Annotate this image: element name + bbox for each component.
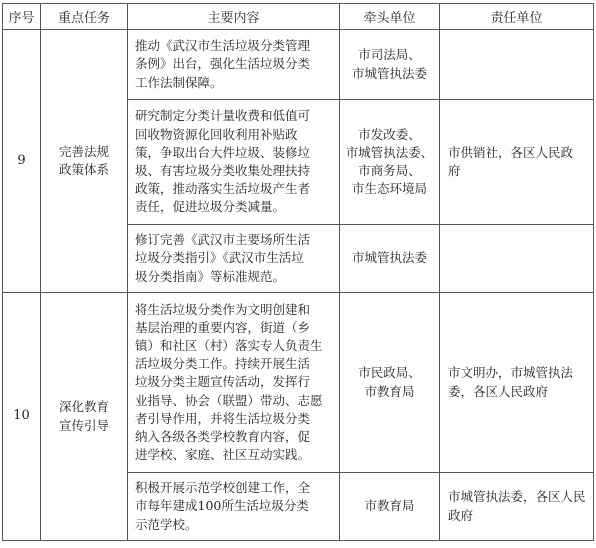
content-cell: [128, 225, 340, 293]
responsible-line: 委，各区人民政府: [448, 383, 549, 399]
content-cell: [128, 100, 340, 225]
header-content: 主要内容: [128, 4, 340, 30]
header-number: 序号: [3, 4, 41, 30]
content-line: 圾、有害垃圾分类收集处理扶持: [135, 163, 311, 178]
header-responsible-unit: 责任单位: [440, 4, 594, 30]
responsible-line: 政府: [448, 507, 474, 523]
content-line: 市每年建成100所生活垃圾分类: [135, 498, 309, 514]
responsible-line: 府: [448, 163, 461, 178]
lead-unit-cell: [340, 100, 440, 225]
responsible-unit-cell: [440, 225, 594, 293]
task-line: 完善法规: [58, 143, 109, 159]
content-line: 基层治理的重要内容，街道（乡: [135, 319, 311, 335]
content-line: 纳入各级各类学校教育内容，促: [135, 429, 311, 444]
content-line: 研究制定分类计量收费和低值可: [135, 108, 311, 124]
responsible-line: 市城管执法委，各区人民: [448, 489, 586, 505]
content-line: 业指导、协会（联盟）带动、志愿: [135, 392, 323, 408]
row-number: 10: [3, 293, 41, 541]
content-line: 推动《武汉市生活垃圾分类管理: [135, 38, 311, 54]
lead-unit-cell: [340, 225, 440, 293]
content-line: 垃圾分类指引》《武汉市生活垃: [135, 250, 304, 266]
responsible-unit-cell: [440, 30, 594, 100]
content-line: 修订完善《武汉市主要场所生活: [135, 232, 311, 248]
responsible-unit-cell: [440, 473, 594, 541]
table-row: [3, 293, 594, 473]
task-line: 宣传引导: [58, 417, 109, 433]
responsible-line: 市供销社，各区人民政: [448, 144, 574, 160]
content-line: 者引导作用，并将生活垃圾分类: [135, 410, 311, 426]
content-line: 条例》出台，强化生活垃圾分类: [135, 56, 311, 72]
content-line: 积极开展示范学校创建工作，全: [135, 480, 311, 496]
content-line: 策，争取出台大件垃圾、装修垃: [135, 144, 311, 160]
content-line: 示范学校。: [135, 516, 198, 532]
task-cell: [41, 293, 128, 541]
header-task: 重点任务: [41, 4, 128, 30]
header-lead-unit: 牵头单位: [340, 4, 440, 30]
lead-unit-cell: [340, 473, 440, 541]
row-number: 9: [3, 30, 41, 293]
table-row: [3, 30, 594, 100]
task-table: [2, 3, 594, 541]
lead-line: 市司法局、: [358, 47, 421, 63]
header-row: [3, 4, 594, 30]
lead-line: 市商务局、: [358, 163, 421, 178]
responsible-unit-cell: [440, 100, 594, 225]
content-cell: [128, 293, 340, 473]
task-line: 深化教育: [58, 399, 109, 415]
lead-line: 市城管执法委: [351, 65, 427, 81]
lead-line: 市生态环境局: [351, 181, 427, 197]
lead-line: 市教育局: [364, 383, 415, 399]
lead-line: 市城管执法委: [351, 250, 427, 266]
content-line: 政策，推动落实生活垃圾产生者: [135, 181, 311, 197]
content-line: 将生活垃圾分类作为文明创建和: [135, 301, 311, 317]
responsible-line: 市文明办，市城管执法: [448, 365, 574, 381]
lead-unit-cell: [340, 293, 440, 473]
content-line: 回收物资源化回收利用补贴政: [135, 126, 298, 142]
lead-line: 市教育局: [364, 498, 415, 514]
content-cell: [128, 473, 340, 541]
lead-line: 市民政局、: [358, 365, 421, 381]
task-cell: [41, 30, 128, 293]
content-line: 镇）和社区（村）落实专人负责生: [135, 337, 323, 353]
responsible-unit-cell: [440, 293, 594, 473]
content-line: 工作法制保障。: [135, 74, 223, 90]
lead-line: 市城管执法委、: [345, 144, 434, 160]
content-line: 活垃圾分类工作。持续开展生活: [135, 356, 311, 372]
content-line: 进学校、家庭、社区互动实践。: [135, 447, 311, 463]
content-line: 责任，促进垃圾分类减量。: [135, 199, 286, 215]
task-line: 政策体系: [58, 162, 109, 177]
content-line: 垃圾分类主题宣传活动，发挥行: [135, 374, 311, 390]
lead-unit-cell: [340, 30, 440, 100]
content-cell: [128, 30, 340, 100]
content-line: 圾分类指南》等标准规范。: [135, 268, 286, 284]
lead-line: 市发改委、: [358, 126, 421, 142]
